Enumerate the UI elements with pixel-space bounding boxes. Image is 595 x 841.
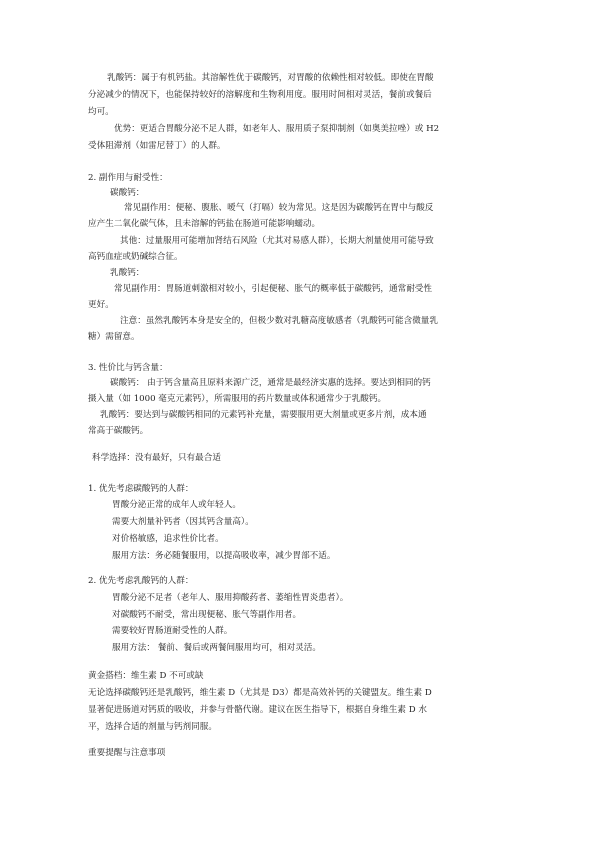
section-2-heading: 2. 副作用与耐受性： xyxy=(88,173,168,183)
science-heading: 科学选择：没有最好，只有最合适 xyxy=(92,453,221,463)
lactate-note-line-1: 注意：虽然乳酸钙本身是安全的，但极少数对乳糖高度敏感者（乳酸钙可能含微量乳 xyxy=(120,316,438,326)
vitamin-d-line-1: 无论选择碳酸钙还是乳酸钙，维生素 D（尤其是 D3）都是高效补钙的关键盟友。维生素 D xyxy=(88,688,432,698)
lactate-advantage-line-1: 优势：更适合胃酸分泌不足人群，如老年人、服用质子泵抑制剂（如奥美拉唑）或 H2 xyxy=(114,124,440,134)
reminder-heading: 重要提醒与注意事项 xyxy=(88,748,166,758)
choose-lactate-item: 对碳酸钙不耐受，常出现便秘、胀气等副作用者。 xyxy=(112,610,302,620)
carbonate-value-line-2: 摄入量（如 1000 毫克元素钙），所需服用的药片数量或体积通常少于乳酸钙。 xyxy=(88,394,387,404)
lactate-side-effects-line-1: 常见副作用：胃肠道刺激相对较小，引起便秘、胀气的概率低于碳酸钙，通常耐受性 xyxy=(114,284,432,294)
choose-carbonate-item: 胃酸分泌正常的成年人或年轻人。 xyxy=(112,500,241,510)
choose-carbonate-item: 需要大剂量补钙者（因其钙含量高）。 xyxy=(112,517,254,527)
choose-carbonate-heading: 1. 优先考虑碳酸钙的人群： xyxy=(88,484,194,494)
lactate-label: 乳酸钙： xyxy=(110,268,145,278)
choose-lactate-heading: 2. 优先考虑乳酸钙的人群： xyxy=(88,576,194,586)
choose-carbonate-item: 对价格敏感，追求性价比者。 xyxy=(112,534,224,544)
lactate-value-line-2: 常高于碳酸钙。 xyxy=(88,426,149,436)
choose-lactate-item: 服用方法： 餐前、餐后或两餐间服用均可，相对灵活。 xyxy=(112,643,321,653)
carbonate-label: 碳酸钙： xyxy=(110,188,145,198)
lactate-advantage-line-2: 受体阻滞剂（如雷尼替丁）的人群。 xyxy=(88,141,226,151)
lactate-intro-line-2: 分泌减少的情况下，也能保持较好的溶解度和生物利用度。服用时间相对灵活，餐前或餐后 xyxy=(88,90,432,100)
carbonate-other-line-1: 其他：过量服用可能增加肾结石风险（尤其对易感人群），长期大剂量使用可能导致 xyxy=(120,236,434,246)
carbonate-side-effects-line-1: 常见副作用：便秘、腹胀、嗳气（打嗝）较为常见。这是因为碳酸钙在胃中与酸反 xyxy=(124,203,434,213)
carbonate-value-line-1: 碳酸钙： 由于钙含量高且原料来源广泛，通常是最经济实惠的选择。要达到相同的钙 xyxy=(110,378,431,388)
carbonate-side-effects-line-2: 应产生二氧化碳气体，且未溶解的钙盐在肠道可能影响蠕动。 xyxy=(88,219,321,229)
vitamin-d-heading: 黄金搭档：维生素 D 不可或缺 xyxy=(88,671,204,681)
lactate-side-effects-line-2: 更好。 xyxy=(88,300,114,310)
choose-carbonate-item: 服用方法：务必随餐服用，以提高吸收率，减少胃部不适。 xyxy=(112,551,336,561)
lactate-intro-line-1: 乳酸钙：属于有机钙盐。其溶解性优于碳酸钙，对胃酸的依赖性相对较低。即使在胃酸 xyxy=(107,73,434,83)
vitamin-d-line-2: 显著促进肠道对钙质的吸收，并参与骨骼代谢。建议在医生指导下，根据自身维生素 D 水 xyxy=(88,705,427,715)
choose-lactate-item: 胃酸分泌不足者（老年人、服用抑酸药者、萎缩性胃炎患者）。 xyxy=(112,593,349,603)
choose-lactate-item: 需要较好胃肠道耐受性的人群。 xyxy=(112,626,233,636)
carbonate-other-line-2: 高钙血症或奶碱综合征。 xyxy=(88,252,183,262)
vitamin-d-line-3: 平，选择合适的剂量与钙剂同服。 xyxy=(88,722,217,732)
section-3-heading: 3. 性价比与钙含量： xyxy=(88,363,168,373)
lactate-intro-line-3: 均可。 xyxy=(88,107,114,117)
lactate-note-line-2: 糖）需留意。 xyxy=(88,332,140,342)
lactate-value-line-1: 乳酸钙：要达到与碳酸钙相同的元素钙补充量，需要服用更大剂量或更多片剂，成本通 xyxy=(100,410,427,420)
